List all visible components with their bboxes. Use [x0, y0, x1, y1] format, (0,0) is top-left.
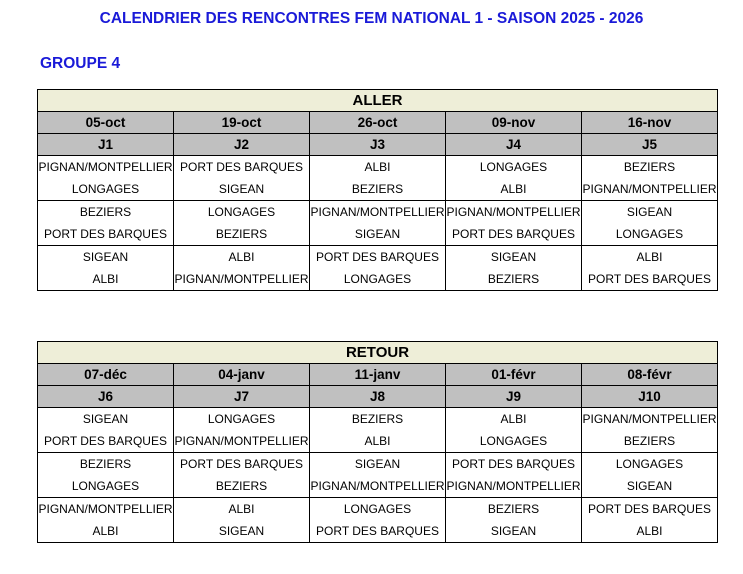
team-cell: LONGAGES: [446, 156, 582, 179]
team-cell: PORT DES BARQUES: [174, 453, 310, 476]
team-cell: PORT DES BARQUES: [38, 430, 174, 453]
team-cell: ALBI: [310, 156, 446, 179]
team-cell: LONGAGES: [446, 430, 582, 453]
aller-round-row: [38, 134, 718, 156]
team-cell: BEZIERS: [582, 156, 718, 179]
round-cell: J10: [582, 386, 718, 408]
team-cell: ALBI: [446, 408, 582, 431]
team-cell: ALBI: [38, 268, 174, 291]
team-cell: PORT DES BARQUES: [446, 453, 582, 476]
team-cell: BEZIERS: [174, 475, 310, 498]
date-cell: 19-oct: [174, 112, 310, 134]
team-cell: BEZIERS: [310, 178, 446, 201]
team-cell: PIGNAN/MONTPELLIER: [446, 201, 582, 224]
team-cell: PIGNAN/MONTPELLIER: [310, 475, 446, 498]
team-cell: PORT DES BARQUES: [446, 223, 582, 246]
team-cell: LONGAGES: [38, 475, 174, 498]
match-away-row: [38, 430, 718, 453]
team-cell: PIGNAN/MONTPELLIER: [310, 201, 446, 224]
retour-round-row: [38, 386, 718, 408]
team-cell: PORT DES BARQUES: [38, 223, 174, 246]
team-cell: SIGEAN: [38, 246, 174, 269]
team-cell: PORT DES BARQUES: [174, 156, 310, 179]
team-cell: ALBI: [310, 430, 446, 453]
team-cell: LONGAGES: [310, 498, 446, 521]
team-cell: PORT DES BARQUES: [582, 498, 718, 521]
team-cell: SIGEAN: [446, 520, 582, 543]
retour-phase-row: [38, 342, 718, 364]
date-cell: 11-janv: [310, 364, 446, 386]
team-cell: SIGEAN: [310, 223, 446, 246]
match-away-row: [38, 178, 718, 201]
retour-schedule-table: [37, 341, 718, 543]
retour-phase-label: RETOUR: [38, 342, 718, 364]
team-cell: SIGEAN: [582, 201, 718, 224]
team-cell: ALBI: [174, 246, 310, 269]
date-cell: 04-janv: [174, 364, 310, 386]
team-cell: LONGAGES: [582, 223, 718, 246]
date-cell: 08-févr: [582, 364, 718, 386]
match-home-row: [38, 498, 718, 521]
team-cell: PIGNAN/MONTPELLIER: [38, 156, 174, 179]
team-cell: PORT DES BARQUES: [582, 268, 718, 291]
team-cell: PIGNAN/MONTPELLIER: [582, 408, 718, 431]
retour-date-row: [38, 364, 718, 386]
round-cell: J6: [38, 386, 174, 408]
round-cell: J9: [446, 386, 582, 408]
round-cell: J5: [582, 134, 718, 156]
team-cell: LONGAGES: [310, 268, 446, 291]
date-cell: 05-oct: [38, 112, 174, 134]
team-cell: SIGEAN: [582, 475, 718, 498]
match-away-row: [38, 268, 718, 291]
team-cell: ALBI: [582, 246, 718, 269]
aller-phase-row: [38, 90, 718, 112]
team-cell: SIGEAN: [38, 408, 174, 431]
team-cell: PIGNAN/MONTPELLIER: [582, 178, 718, 201]
team-cell: BEZIERS: [38, 453, 174, 476]
date-cell: 07-déc: [38, 364, 174, 386]
team-cell: LONGAGES: [174, 201, 310, 224]
date-cell: 09-nov: [446, 112, 582, 134]
match-away-row: [38, 475, 718, 498]
date-cell: 16-nov: [582, 112, 718, 134]
match-away-row: [38, 520, 718, 543]
team-cell: LONGAGES: [174, 408, 310, 431]
date-cell: 26-oct: [310, 112, 446, 134]
team-cell: SIGEAN: [310, 453, 446, 476]
team-cell: PIGNAN/MONTPELLIER: [174, 430, 310, 453]
round-cell: J7: [174, 386, 310, 408]
team-cell: LONGAGES: [582, 453, 718, 476]
team-cell: SIGEAN: [174, 520, 310, 543]
match-home-row: [38, 201, 718, 224]
round-cell: J2: [174, 134, 310, 156]
team-cell: BEZIERS: [582, 430, 718, 453]
round-cell: J4: [446, 134, 582, 156]
team-cell: PIGNAN/MONTPELLIER: [174, 268, 310, 291]
date-cell: 01-févr: [446, 364, 582, 386]
match-home-row: [38, 246, 718, 269]
team-cell: BEZIERS: [310, 408, 446, 431]
team-cell: SIGEAN: [446, 246, 582, 269]
team-cell: PIGNAN/MONTPELLIER: [446, 475, 582, 498]
team-cell: LONGAGES: [38, 178, 174, 201]
match-away-row: [38, 223, 718, 246]
team-cell: PORT DES BARQUES: [310, 520, 446, 543]
round-cell: J1: [38, 134, 174, 156]
team-cell: BEZIERS: [174, 223, 310, 246]
team-cell: BEZIERS: [38, 201, 174, 224]
aller-phase-label: ALLER: [38, 90, 718, 112]
team-cell: ALBI: [446, 178, 582, 201]
aller-schedule-table: [37, 89, 718, 291]
match-home-row: [38, 156, 718, 179]
team-cell: BEZIERS: [446, 268, 582, 291]
team-cell: ALBI: [38, 520, 174, 543]
round-cell: J8: [310, 386, 446, 408]
team-cell: ALBI: [174, 498, 310, 521]
team-cell: PIGNAN/MONTPELLIER: [38, 498, 174, 521]
team-cell: ALBI: [582, 520, 718, 543]
team-cell: PORT DES BARQUES: [310, 246, 446, 269]
group-title: GROUPE 4: [40, 55, 121, 72]
aller-date-row: [38, 112, 718, 134]
match-home-row: [38, 408, 718, 431]
team-cell: SIGEAN: [174, 178, 310, 201]
round-cell: J3: [310, 134, 446, 156]
team-cell: BEZIERS: [446, 498, 582, 521]
page-title: CALENDRIER DES RENCONTRES FEM NATIONAL 1 - SAISON 2025 - 2026: [99, 10, 644, 27]
match-home-row: [38, 453, 718, 476]
